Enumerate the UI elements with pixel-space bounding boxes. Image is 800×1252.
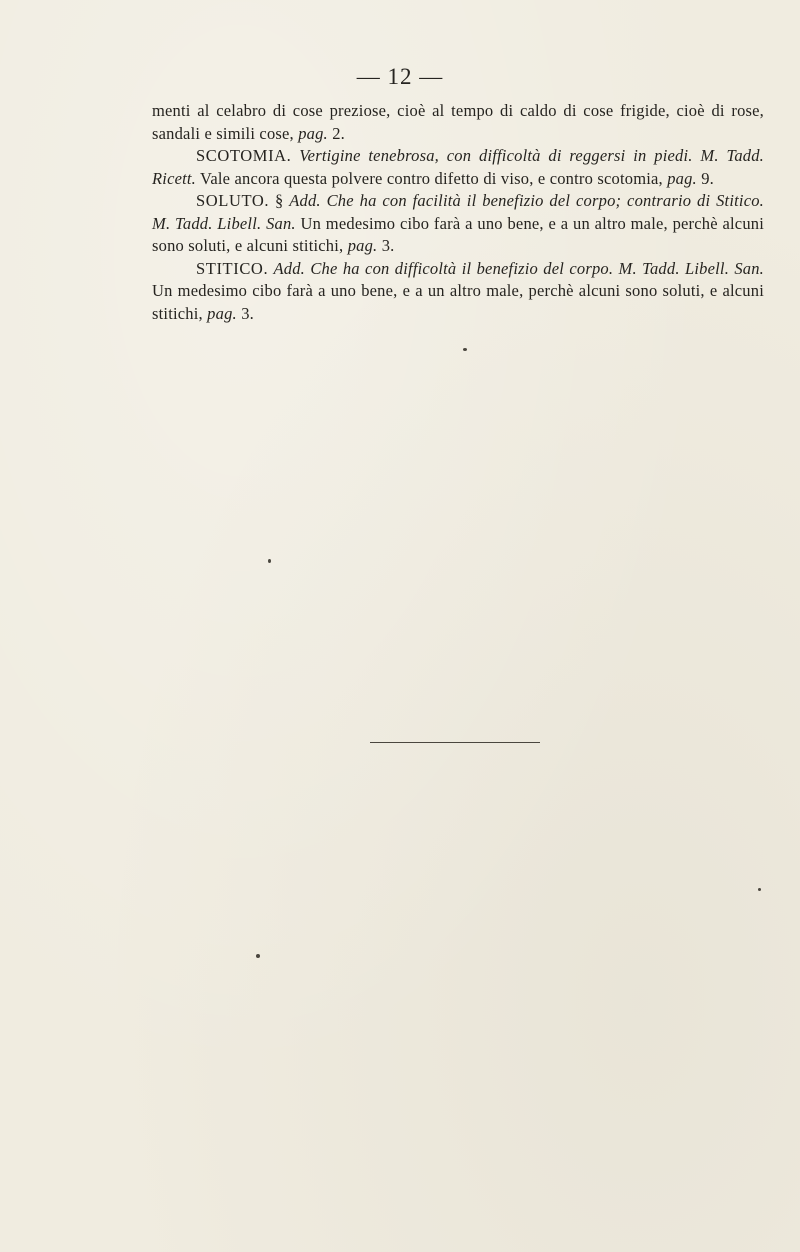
quotation: Vale ancora questa polvere contro difetto di viso, e contro scotomia, <box>200 168 663 188</box>
page-ref-value: 9. <box>701 168 714 188</box>
source-citation: M. Tadd. Ricett. <box>152 146 765 188</box>
headword: SOLUTO. <box>196 191 270 210</box>
definition: Add. Che ha con facilità il benefizio del corpo; contrario di Stitico. <box>289 191 764 210</box>
page-ref-value: 3. <box>241 303 254 323</box>
definition: Add. Che ha con difficoltà il benefizio del corpo. <box>273 258 614 278</box>
page-ref-label: pag. <box>207 303 237 323</box>
section-marker: § <box>274 191 284 210</box>
source-citation: M. Tadd. Libell. San. <box>618 258 765 278</box>
text-block <box>152 100 764 325</box>
headword: SCOTOMIA. <box>196 146 292 165</box>
page-number: — 12 — <box>356 64 444 89</box>
paper-speck <box>268 559 271 563</box>
paper-speck <box>758 888 761 891</box>
page-ref-label: pag. <box>667 168 697 188</box>
section-divider-rule <box>370 742 540 743</box>
quotation: Un medesimo cibo farà a uno bene, e a un altro male, perchè alcuni sono soluti, e alcuni stitichi, <box>152 281 764 323</box>
source-citation: M. Tadd. Libell. San. <box>152 213 296 233</box>
entry-stitico <box>152 258 764 326</box>
page-ref-value: 2. <box>332 123 345 143</box>
entry-scotomia <box>152 145 764 190</box>
paper-speck <box>256 954 260 958</box>
entry-soluto <box>152 190 764 258</box>
page-ref-value: 3. <box>381 236 395 255</box>
page-ref-label: pag. <box>298 123 328 143</box>
quotation: Un medesimo cibo farà a uno bene, e a un altro male, perchè alcuni sono soluti, e alcuni stitichi, <box>152 213 765 255</box>
continuation-paragraph <box>152 100 764 145</box>
definition: Vertigine tenebrosa, con difficoltà di reggersi in piedi. <box>299 146 693 165</box>
paragraph-text: menti al celabro di cose preziose, cioè al tempo di caldo di cose frigide, cioè di rose, sandali e simili cose, <box>152 101 764 143</box>
paper-speck <box>463 348 467 351</box>
page-ref-label: pag. <box>347 236 378 255</box>
headword: STITICO. <box>196 258 269 278</box>
